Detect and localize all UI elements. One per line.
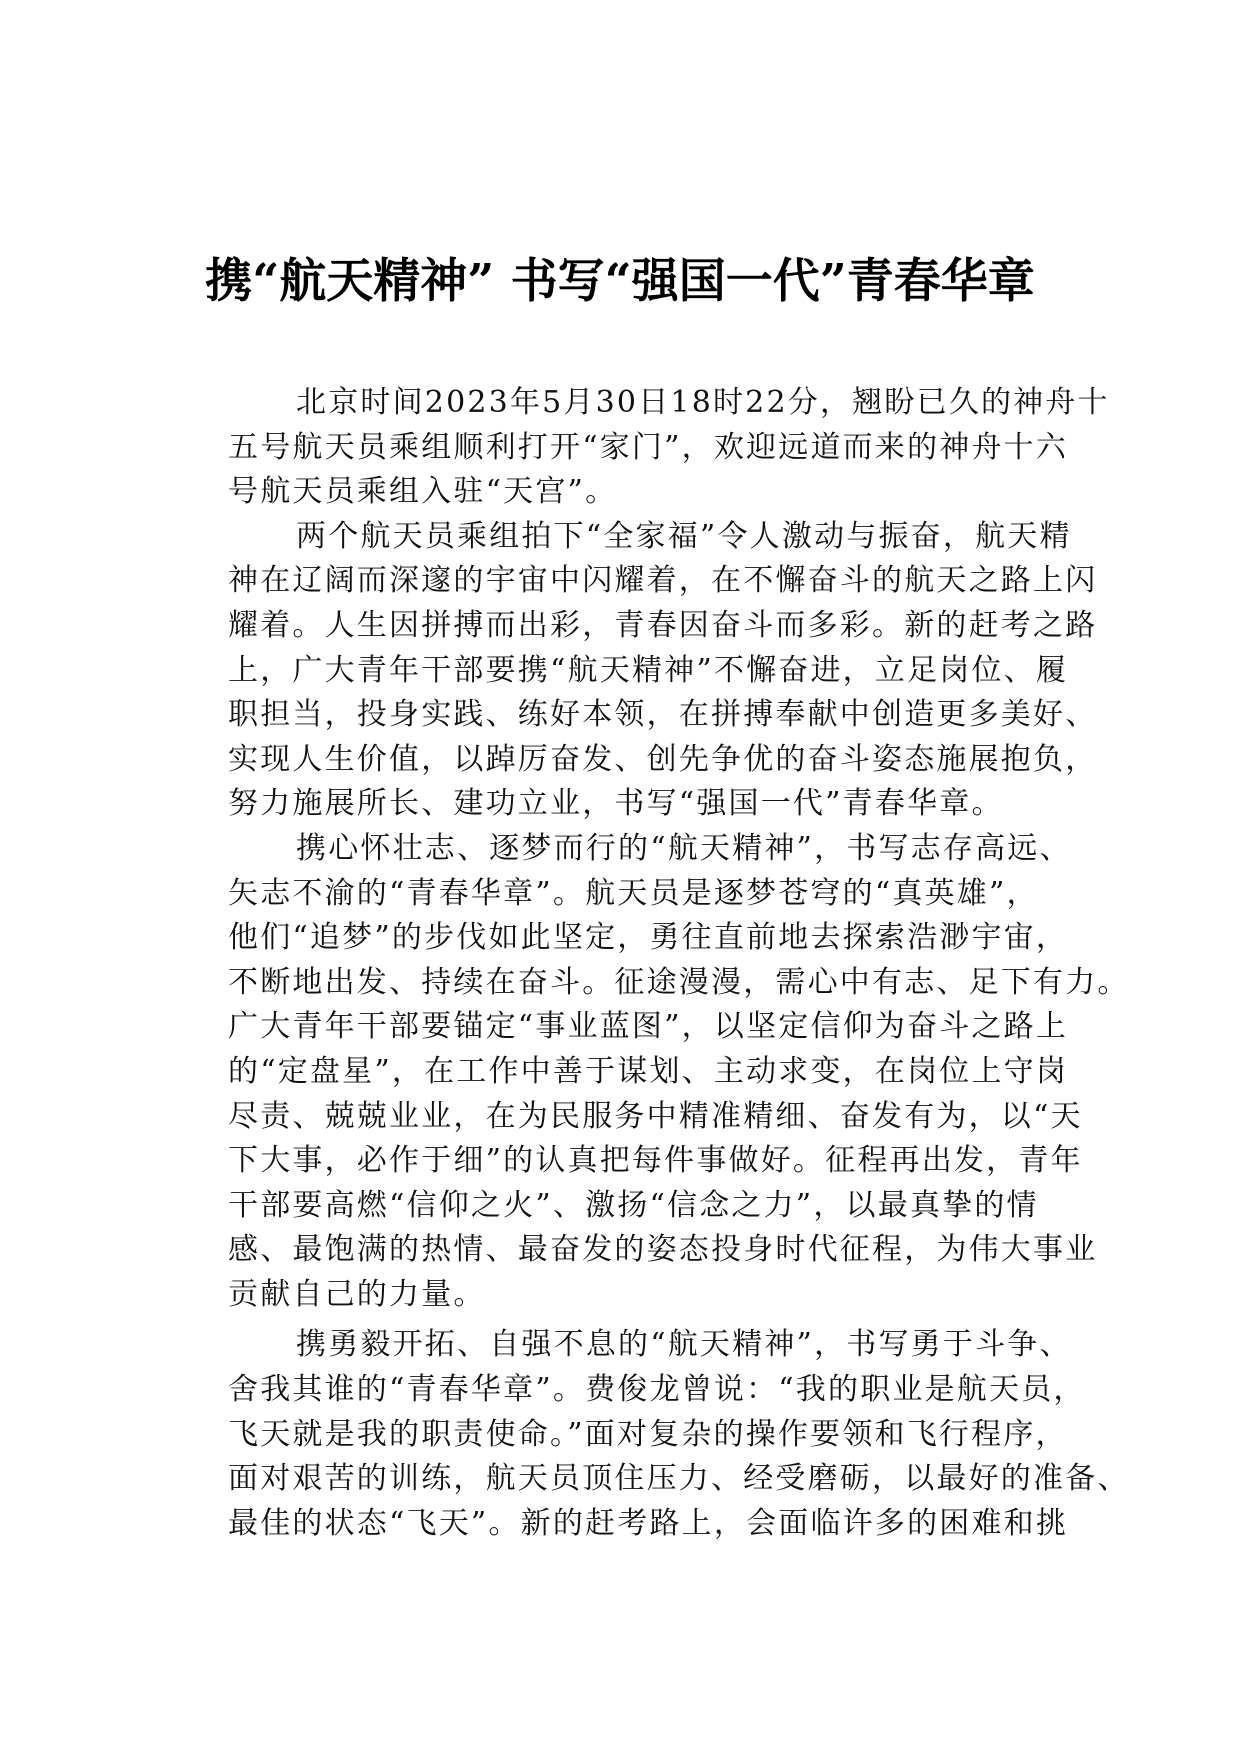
document-title: 携“航天精神” 书写“强国一代”青春华章 [205, 254, 1035, 309]
text-line: 干部要高燃“信仰之火”、激扬“信念之力”，以最真挚的情 [228, 1187, 1039, 1223]
text-line: 努力施展所长、建功立业，书写“强国一代”青春华章。 [228, 786, 1004, 822]
text-line: 号航天员乘组入驻“天宫”。 [228, 474, 618, 510]
text-line: 携心怀壮志、逐梦而行的“航天精神”，书写志存高远、 [296, 830, 1072, 866]
text-line: 贡献自己的力量。 [228, 1276, 486, 1312]
text-line: 矢志不渝的“青春华章”。航天员是逐梦苍穹的“真英雄”， [228, 875, 1039, 911]
text-line: 携勇毅开拓、自强不息的“航天精神”，书写勇于斗争、 [296, 1327, 1072, 1363]
text-line: 的“定盘星”，在工作中善于谋划、主动求变，在岗位上守岗 [228, 1053, 1069, 1089]
text-line: 广大青年干部要锚定“事业蓝图”，以坚定信仰为奋斗之路上 [228, 1009, 1069, 1045]
paragraph-4 [160, 1323, 1130, 1546]
text-line: 最佳的状态“飞天”。新的赶考路上，会面临许多的困难和挑 [228, 1505, 1069, 1541]
paragraph-2 [160, 515, 1098, 827]
text-line: 职担当，投身实践、练好本领，在拼搏奉献中创造更多美好、 [228, 697, 1098, 733]
text-line: 尽责、兢兢业业，在为民服务中精准精细、奋发有为，以“天 [228, 1098, 1083, 1134]
text-line: 五号航天员乘组顺利打开“家门”，欢迎远道而来的神舟十六 [228, 429, 1069, 465]
text-line: 两个航天员乘组拍下“全家福”令人激动与振奋，航天精 [296, 518, 1072, 554]
text-line: 不断地出发、持续在奋斗。征途漫漫，需心中有志、足下有力。 [228, 964, 1130, 1000]
document-body [160, 381, 1130, 1546]
text-line: 感、最饱满的热情、最奋发的姿态投身时代征程，为伟大事业 [228, 1232, 1098, 1268]
text-line: 神在辽阔而深邃的宇宙中闪耀着，在不懈奋斗的航天之路上闪 [228, 563, 1098, 599]
text-line: 面对艰苦的训练，航天员顶住压力、经受磨砺，以最好的准备、 [228, 1461, 1130, 1497]
text-line: 舍我其谁的“青春华章”。费俊龙曾说：“我的职业是航天员， [228, 1372, 1086, 1408]
text-line: 北京时间2023年5月30日18时22分，翘盼已久的神舟十 [296, 385, 1110, 420]
text-line: 飞天就是我的职责使命。”面对复杂的操作要领和飞行程序， [228, 1416, 1068, 1452]
paragraph-3 [160, 827, 1130, 1318]
text-line: 实现人生价值，以踔厉奋发、创先争优的奋斗姿态施展抱负， [228, 741, 1098, 777]
text-line: 他们“追梦”的步伐如此坚定，勇往直前地去探索浩渺宇宙， [228, 920, 1069, 956]
text-line: 耀着。人生因拼搏而出彩，青春因奋斗而多彩。新的赶考之路 [228, 607, 1098, 643]
text-line: 上，广大青年干部要携“航天精神”不懈奋进，立足岗位、履 [228, 652, 1069, 688]
text-line: 下大事，必作于细”的认真把每件事做好。征程再出发，青年 [228, 1143, 1083, 1179]
paragraph-1 [160, 381, 1110, 515]
